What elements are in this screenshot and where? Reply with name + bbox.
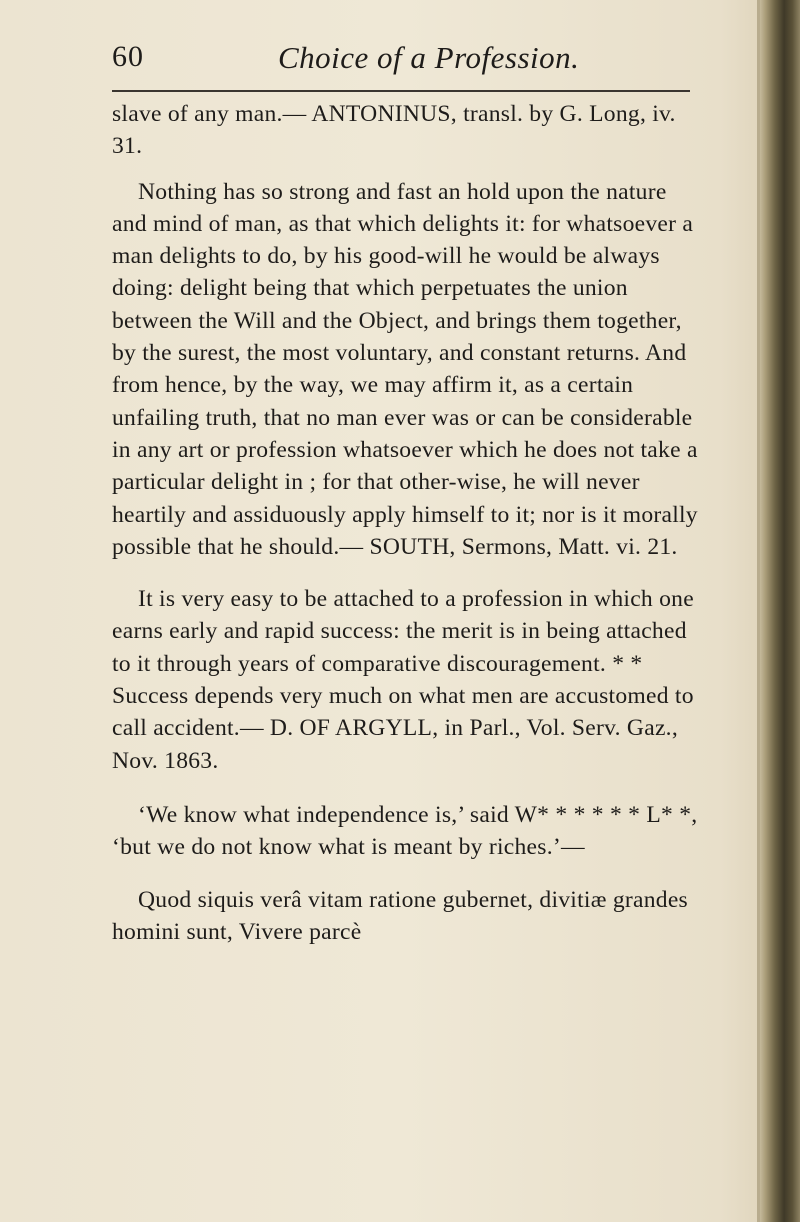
page-header [112, 40, 690, 88]
quote-independence: ‘We know what independence is,’ said W* * * * * * L* *, ‘but we do not know what is meant by riches.’— [112, 801, 698, 861]
header-rule [112, 90, 690, 92]
quote-antoninus-continuation: slave of any man.— ANTONINUS, transl. by G. Long, iv. 31. [112, 101, 676, 160]
running-title: Choice of a Profession. [278, 40, 580, 75]
page-body [112, 98, 702, 948]
book-binding [758, 0, 800, 1222]
quote-south: Nothing has so strong and fast an hold upon the nature and mind of man, as that which delights it: for whatsoever a man delights to do, by his good-will he would be always doing: delight being that which perpetuates the union between the Will and the Object, and brings them together, by the surest, the most voluntary, and constant returns. And from hence, by the way, we may affirm it, as a certain unfailing truth, that no man ever was or can be considerable in any art or profession whatsoever which he does not take a particular delight in ; for that other-wise, he will never heartily and assiduously apply himself to it; nor is it morally possible that he should.— SOUTH, Sermons, Matt. vi. 21. [112, 178, 698, 560]
binding-edge [757, 0, 760, 1222]
page-number: 60 [112, 40, 144, 73]
quote-argyll: It is very easy to be attached to a profession in which one earns early and rapid success: the merit is in being attached to it through years of comparative discouragement. * * Success depends very much on what men are accustomed to call accident.— D. OF ARGYLL, in Parl., Vol. Serv. Gaz., Nov. 1863. [112, 586, 694, 774]
quote-latin: Quod siquis verâ vitam ratione gubernet, divitiæ grandes homini sunt, Vivere parcè [112, 886, 688, 945]
